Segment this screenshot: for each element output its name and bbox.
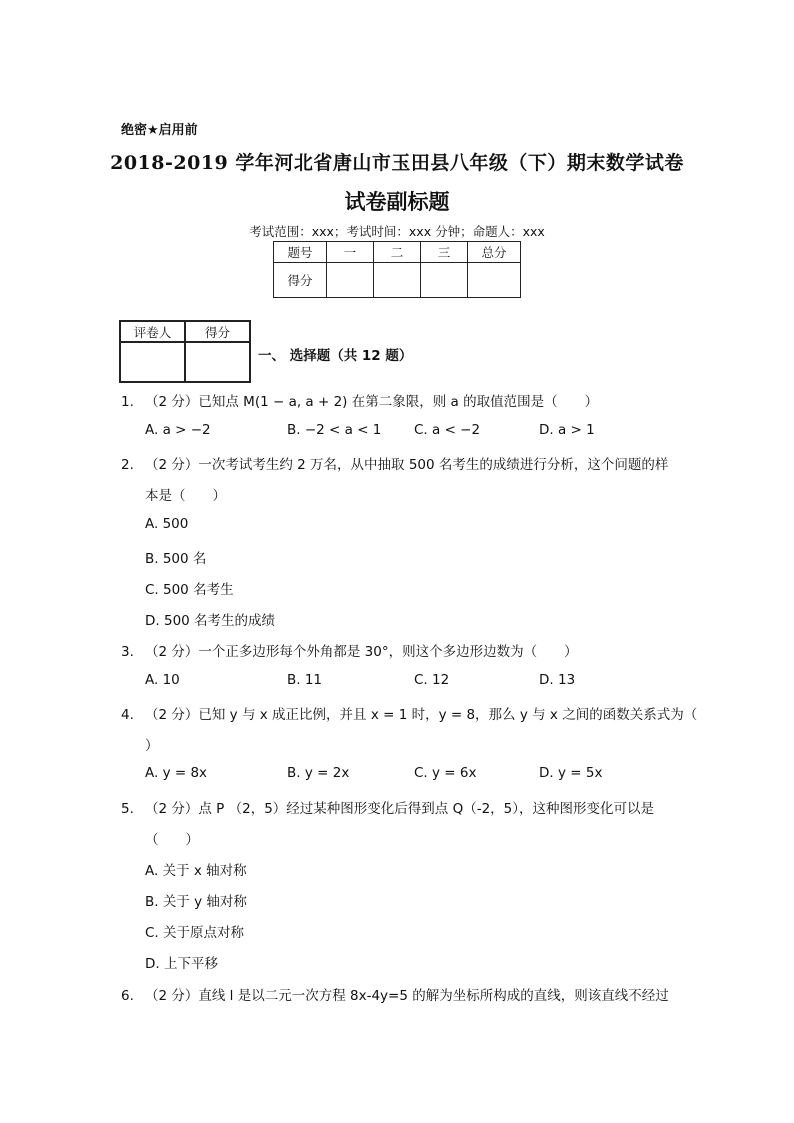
question-text: （2 分）一个正多边形每个外角都是 30°，则这个多边形边数为（ ） bbox=[145, 644, 578, 660]
score-cell bbox=[374, 263, 421, 298]
page-title: 2018-2019 学年河北省唐山市玉田县八年级（下）期末数学试卷 bbox=[110, 152, 684, 174]
question-text: （2 分）点 P （2，5）经过某种图形变化后得到点 Q（-2，5），这种图形变化可以是 bbox=[145, 801, 654, 817]
option-a: A. 500 bbox=[145, 516, 189, 532]
option-c: C. 500 名考生 bbox=[145, 582, 234, 598]
question-3 bbox=[121, 640, 578, 660]
option-d: D. y = 5x bbox=[539, 765, 603, 781]
score-header-cell: 题号 bbox=[274, 242, 327, 263]
option-c: C. 关于原点对称 bbox=[145, 925, 245, 941]
grader-header-cell: 评卷人 bbox=[120, 321, 185, 342]
grader-table bbox=[119, 320, 251, 383]
option-d: D. 500 名考生的成绩 bbox=[145, 613, 276, 629]
option-a: A. 10 bbox=[145, 672, 180, 688]
question-number: 4. bbox=[121, 707, 134, 723]
question-number: 1. bbox=[121, 394, 134, 410]
score-header-cell: 一 bbox=[327, 242, 374, 263]
score-header-cell: 总分 bbox=[468, 242, 521, 263]
question-number: 6. bbox=[121, 988, 134, 1004]
option-b: B. 11 bbox=[287, 672, 323, 688]
question-text-cont: ） bbox=[145, 738, 159, 754]
score-cell bbox=[421, 263, 468, 298]
question-1 bbox=[121, 390, 598, 410]
question-number: 3. bbox=[121, 644, 134, 660]
option-c: C. y = 6x bbox=[414, 765, 477, 781]
page-subtitle: 试卷副标题 bbox=[344, 190, 450, 214]
exam-info: 考试范围：xxx；考试时间：xxx 分钟；命题人：xxx bbox=[249, 224, 545, 239]
score-header-cell: 二 bbox=[374, 242, 421, 263]
question-text: （2 分）直线 l 是以二元一次方程 8x-4y=5 的解为坐标所构成的直线，则该直线不经过 bbox=[145, 988, 669, 1004]
score-table bbox=[273, 241, 521, 298]
option-b: B. y = 2x bbox=[287, 765, 350, 781]
option-c: C. 12 bbox=[414, 672, 450, 688]
grader-cell bbox=[185, 342, 250, 382]
question-6 bbox=[121, 984, 669, 1004]
option-c: C. a < −2 bbox=[414, 422, 481, 438]
option-d: D. 13 bbox=[539, 672, 576, 688]
secret-label: 绝密★启用前 bbox=[121, 123, 198, 138]
score-cell bbox=[468, 263, 521, 298]
option-b: B. 500 名 bbox=[145, 551, 207, 567]
option-a: A. 关于 x 轴对称 bbox=[145, 863, 247, 879]
question-2 bbox=[121, 453, 668, 473]
score-row-label: 得分 bbox=[274, 263, 327, 298]
option-b: B. 关于 y 轴对称 bbox=[145, 894, 247, 910]
question-text-cont: （ ） bbox=[145, 832, 199, 848]
grader-cell bbox=[120, 342, 185, 382]
question-4 bbox=[121, 703, 697, 723]
grader-header-cell: 得分 bbox=[185, 321, 250, 342]
option-a: A. y = 8x bbox=[145, 765, 208, 781]
question-number: 2. bbox=[121, 457, 134, 473]
question-text-cont: 本是（ ） bbox=[145, 488, 226, 504]
question-5 bbox=[121, 797, 654, 817]
option-a: A. a > −2 bbox=[145, 422, 211, 438]
option-d: D. 上下平移 bbox=[145, 956, 218, 972]
question-text: （2 分）已知点 M(1 − a, a + 2) 在第二象限，则 a 的取值范围是（ ） bbox=[145, 394, 599, 410]
option-b: B. −2 < a < 1 bbox=[287, 422, 382, 438]
score-cell bbox=[327, 263, 374, 298]
question-number: 5. bbox=[121, 801, 134, 817]
score-header-cell: 三 bbox=[421, 242, 468, 263]
section-title: 一、 选择题（共 12 题） bbox=[258, 348, 413, 364]
question-text: （2 分）已知 y 与 x 成正比例，并且 x = 1 时，y = 8，那么 y 与 x 之间的函数关系式为（ bbox=[145, 707, 698, 723]
option-d: D. a > 1 bbox=[539, 422, 595, 438]
question-text: （2 分）一次考试考生约 2 万名，从中抽取 500 名考生的成绩进行分析，这个问题的样 bbox=[145, 457, 669, 473]
